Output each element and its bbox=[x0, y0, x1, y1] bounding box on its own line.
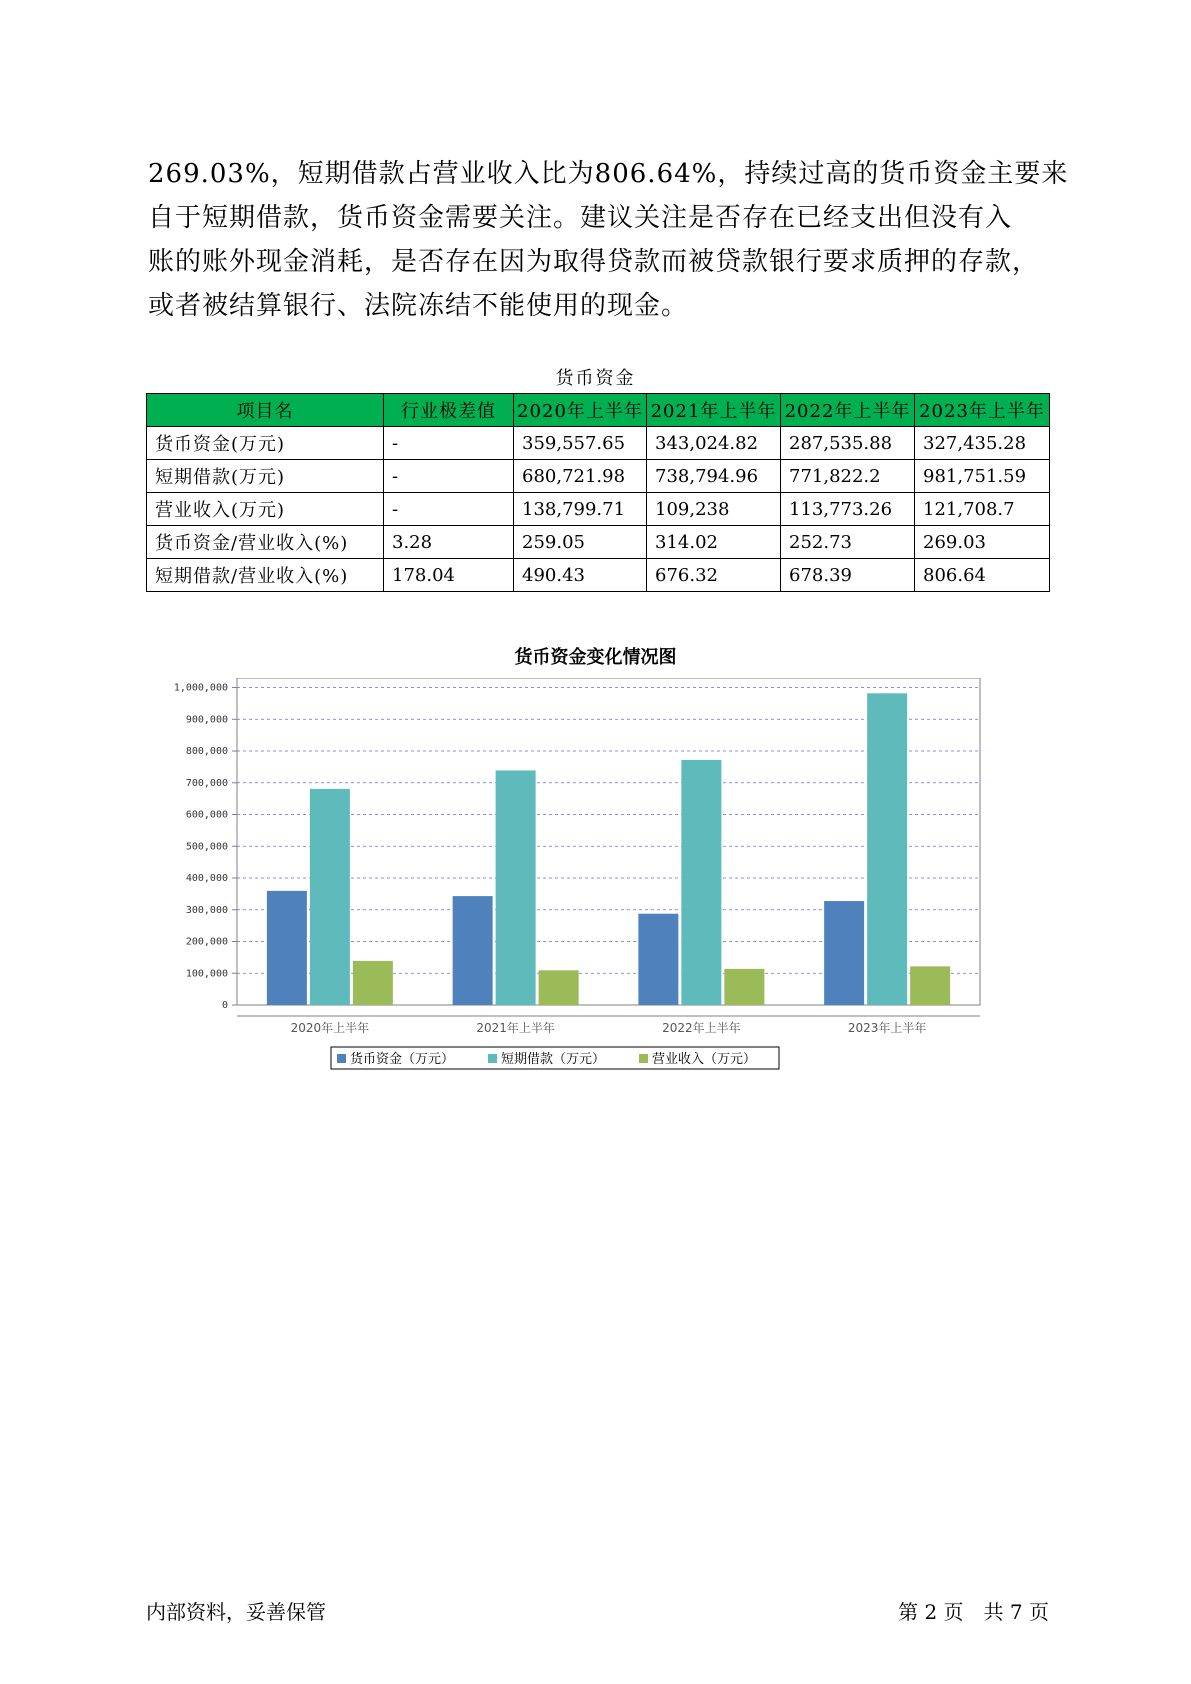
table-cell: 981,751.59 bbox=[915, 460, 1050, 493]
table-cell: 327,435.28 bbox=[915, 427, 1050, 460]
y-tick-label: 600,000 bbox=[185, 809, 228, 821]
table-cell: 676.32 bbox=[647, 559, 781, 592]
bar bbox=[824, 901, 864, 1005]
header-cell: 2023年上半年 bbox=[915, 394, 1050, 427]
table-row bbox=[147, 559, 1050, 592]
page-prefix: 第 bbox=[898, 1600, 919, 1624]
table-header-row bbox=[147, 394, 1050, 427]
bar bbox=[267, 891, 307, 1005]
table-cell: 359,557.65 bbox=[514, 427, 647, 460]
page-suffix: 页 bbox=[1029, 1600, 1049, 1624]
table-cell: 678.39 bbox=[781, 559, 915, 592]
table-row bbox=[147, 460, 1050, 493]
footer-page-number bbox=[898, 1596, 1049, 1625]
table-cell: 113,773.26 bbox=[781, 493, 915, 526]
table-cell: 269.03 bbox=[915, 526, 1050, 559]
table-cell: 短期借款(万元) bbox=[147, 460, 384, 493]
table-cell: 806.64 bbox=[915, 559, 1050, 592]
table-cell: 680,721.98 bbox=[514, 460, 647, 493]
bar bbox=[496, 770, 536, 1005]
bar bbox=[910, 966, 950, 1005]
header-cell: 项目名 bbox=[147, 394, 384, 427]
legend-swatch bbox=[639, 1054, 648, 1063]
table-cell: 252.73 bbox=[781, 526, 915, 559]
paragraph-line: 或者被结算银行、法院冻结不能使用的现金。 bbox=[148, 291, 689, 321]
table-cell: 121,708.7 bbox=[915, 493, 1050, 526]
y-tick-label: 0 bbox=[221, 1000, 228, 1011]
table-cell: 货币资金/营业收入(%) bbox=[147, 526, 384, 559]
table-cell: 109,238 bbox=[647, 493, 781, 526]
header-cell: 2021年上半年 bbox=[647, 394, 781, 427]
table-cell: 259.05 bbox=[514, 526, 647, 559]
y-tick-label: 900,000 bbox=[185, 714, 228, 726]
table-row bbox=[147, 427, 1050, 460]
table-cell: 771,822.2 bbox=[781, 460, 915, 493]
table-cell: 343,024.82 bbox=[647, 427, 781, 460]
table-cell: 3.28 bbox=[384, 526, 514, 559]
paragraph-line: 269.03%，短期借款占营业收入比为806.64%，持续过高的货币资金主要来 bbox=[148, 159, 1069, 189]
table-cell: 738,794.96 bbox=[647, 460, 781, 493]
table-cell: - bbox=[384, 460, 514, 493]
bar bbox=[638, 914, 678, 1005]
legend-swatch bbox=[337, 1054, 346, 1063]
legend-swatch bbox=[488, 1054, 497, 1063]
table-cell: 138,799.71 bbox=[514, 493, 647, 526]
chart-title: 货币资金变化情况图 bbox=[514, 647, 677, 668]
bar bbox=[453, 896, 493, 1005]
header-cell: 行业极差值 bbox=[384, 394, 514, 427]
x-tick-label: 2022年上半年 bbox=[662, 1021, 741, 1035]
page-total: 7 bbox=[1009, 1600, 1023, 1624]
table-title: 货币资金 bbox=[555, 368, 636, 389]
y-tick-label: 300,000 bbox=[185, 904, 228, 916]
x-tick-label: 2020年上半年 bbox=[290, 1021, 370, 1035]
table-cell: 314.02 bbox=[647, 526, 781, 559]
bar bbox=[867, 693, 907, 1005]
table-row bbox=[147, 526, 1050, 559]
footer-confidential: 内部资料，妥善保管 bbox=[146, 1600, 326, 1624]
table-cell: - bbox=[384, 427, 514, 460]
header-cell: 2020年上半年 bbox=[514, 394, 647, 427]
y-tick-label: 400,000 bbox=[185, 873, 228, 885]
table-cell: 营业收入(万元) bbox=[147, 493, 384, 526]
table-row bbox=[147, 493, 1050, 526]
paragraph-line: 自于短期借款，货币资金需要关注。建议关注是否存在已经支出但没有入 bbox=[148, 203, 1013, 233]
table-cell: 货币资金(万元) bbox=[147, 427, 384, 460]
header-cell: 2022年上半年 bbox=[781, 394, 915, 427]
table-cell: 287,535.88 bbox=[781, 427, 915, 460]
table-cell: - bbox=[384, 493, 514, 526]
table-cell: 490.43 bbox=[514, 559, 647, 592]
bar bbox=[681, 760, 721, 1005]
bar bbox=[310, 789, 350, 1005]
paragraph-line: 账的账外现金消耗，是否存在因为取得贷款而被贷款银行要求质押的存款， bbox=[148, 247, 1040, 277]
y-tick-label: 700,000 bbox=[185, 777, 228, 789]
table-cell: 178.04 bbox=[384, 559, 514, 592]
legend-label: 营业收入（万元） bbox=[652, 1052, 757, 1067]
y-tick-label: 200,000 bbox=[185, 936, 228, 948]
x-tick-label: 2021年上半年 bbox=[476, 1021, 555, 1035]
x-tick-label: 2023年上半年 bbox=[847, 1021, 927, 1035]
bar bbox=[539, 970, 579, 1005]
y-tick-label: 1,000,000 bbox=[173, 682, 228, 694]
cash-table bbox=[146, 393, 1050, 592]
y-tick-label: 800,000 bbox=[185, 746, 228, 758]
legend-label: 货币资金（万元） bbox=[350, 1052, 455, 1067]
body-paragraph bbox=[148, 152, 1069, 328]
bar-chart bbox=[160, 678, 1020, 1098]
y-tick-label: 500,000 bbox=[185, 841, 228, 853]
legend-label: 短期借款（万元） bbox=[501, 1052, 606, 1067]
y-tick-label: 100,000 bbox=[185, 968, 228, 980]
bar bbox=[353, 961, 393, 1005]
table-cell: 短期借款/营业收入(%) bbox=[147, 559, 384, 592]
page-current: 2 bbox=[924, 1600, 938, 1624]
bar bbox=[724, 969, 764, 1005]
page-mid: 页 共 bbox=[943, 1600, 1004, 1624]
